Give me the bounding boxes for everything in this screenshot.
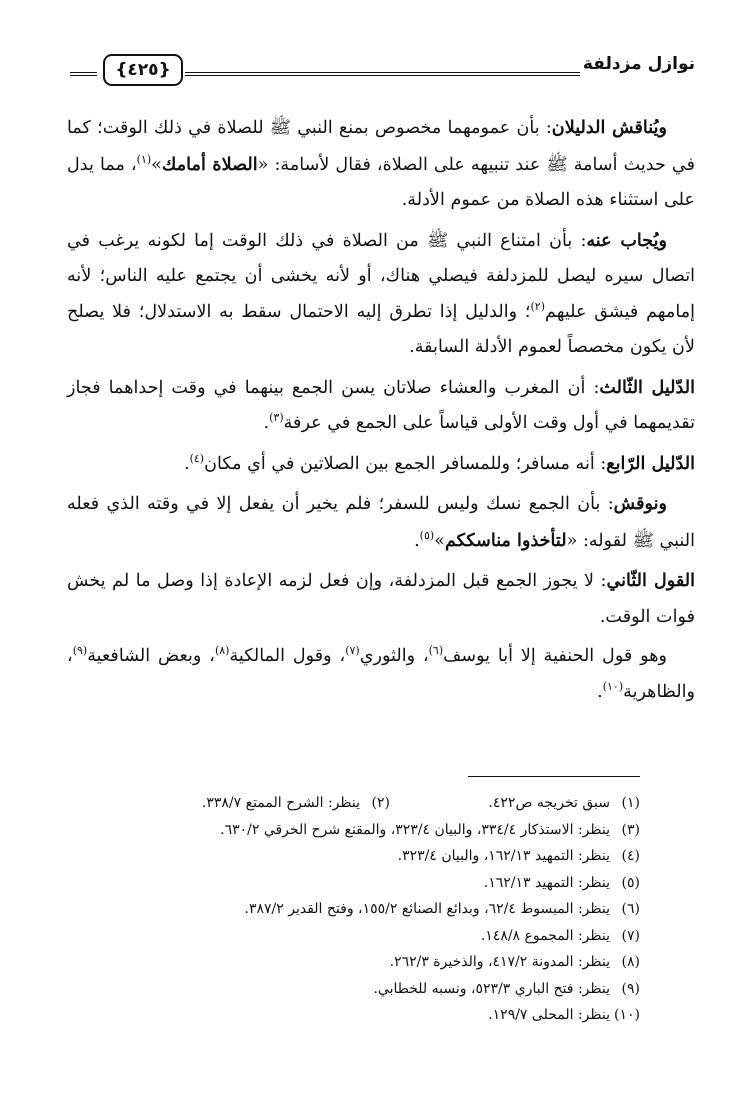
footnote: (١٠)ينظر: المحلى ١٢٩/٧. [488,1007,640,1023]
footnote-ref: (٣) [269,411,284,425]
paragraph: ويُجاب عنه: بأن امتناع النبي ﷺ من الصلاة في ذلك الوقت إما لكونه يرغب في اتصال سيره ليصل للمزدلفة فيصلي هناك، أو لأنه يخشى أن يجتمع عليه الناس؛ لأنه إمامهم فيشق عليهم$^{(٢)}$؛ والدليل إذا تطرق إليه الاحتمال سقط به الاستدلال؛ فلا يصلح لأن يكون مخصصاً لعموم الأدلة السابقة. [67,229,696,357]
footnote-ref: (١٠) [602,679,624,693]
footnote: (١)سبق تخريجه ص٤٢٢. [488,795,640,811]
footnote: (٣)ينظر: الاستذكار ٣٣٤/٤، والبيان ٣٢٣/٤، والمقنع شرح الخرقي ٦٣٠/٢. [220,821,640,838]
footnote: (٥)ينظر: التمهيد ١٦٢/١٣. [483,874,640,891]
footnote-separator [468,776,640,777]
footnotes [60,790,640,1029]
footnote-ref: (٦) [428,644,444,658]
footnote-ref: (٩) [72,644,88,658]
footnote-ref: (٢) [530,299,546,313]
hadith-quote: الصلاة أمامك [161,153,258,175]
footnote-ref: (٧) [345,644,360,658]
paragraph-lead: ويُناقش الدليلان [551,117,667,138]
paragraph-lead: القول الثّاني [606,570,695,591]
footnote: (٧)ينظر: المجموع ١٤٨/٨. [480,927,640,944]
paragraph: الدّليل الثّالث: أن المغرب والعشاء صلاتان يسن الجمع بينهما في وقت إحداهما فجاز تقديمهما في أول وقت الأولى قياساً على الجمع في عرفة$^{(٣)}$. [67,376,695,433]
footnote: (٦)ينظر: المبسوط ٦٢/٤، وبدائع الصنائع ١٥٥/٢، وفتح القدير ٣٨٧/٢. [244,901,640,917]
footnote-pair [60,790,640,817]
main-text [67,110,695,714]
hadith-quote: لتأخذوا مناسككم [444,529,567,551]
header-rule [185,72,580,76]
header-rule-short [70,72,97,76]
paragraph: الدّليل الرّابع: أنه مسافر؛ وللمسافر الجمع بين الصلاتين في أي مكان$^{(٤)}$. [183,451,695,474]
footnote-ref: (٤) [189,451,205,465]
paragraph-lead: ويُجاب عنه [586,229,667,251]
footnote-ref: (٨) [214,644,230,658]
running-header [70,50,695,90]
paragraph: ونوقش: بأن الجمع نسك وليس للسفر؛ فلم يخير أن يفعل إلا في وقته الذي فعله النبي ﷺ لقوله: «لتأخذوا مناسككم»$^{(٥)}$. [67,493,695,551]
footnote: (٩)ينظر: فتح الباري ٥٢٣/٣، ونسبه للخطابي. [373,980,640,997]
paragraph: وهو قول الحنفية إلا أبا يوسف$^{(٦)}$، والثوري$^{(٧)}$، وقول المالكية$^{(٨)}$، وبعض الشافعية$^{(٩)}$، والظاهرية$^{(١٠)}$. [67,644,695,702]
paragraph-lead: الدّليل الرّابع [606,452,695,474]
paragraph-lead: الدّليل الثّالث [599,376,695,398]
footnote: (٢)ينظر: الشرح الممتع ٣٣٨/٧. [201,795,390,811]
page-number: {٤٢٥} [103,54,183,86]
footnote: (٨)ينظر: المدونة ٤١٧/٢، والذخيرة ٢٦٢/٣. [389,954,640,970]
paragraph: القول الثّاني: لا يجوز الجمع قبل المزدلفة، وإن فعل لزمه الإعادة إذا وصل ما لم يخش فوات الوقت. [67,570,695,627]
footnote: (٤)ينظر: التمهيد ١٦٢/١٣، والبيان ٣٢٣/٤. [397,848,640,864]
footnote-ref: (٥) [419,528,435,542]
paragraph-lead: ونوقش [613,493,667,514]
footnote-ref: (١) [136,152,152,166]
paragraph: ويُناقش الدليلان: بأن عمومهما مخصوص بمنع النبي ﷺ للصلاة في ذلك الوقت؛ كما في حديث أسامة ﷺ عند تنبيهه على الصلاة، فقال لأسامة: «الصلاة أمامك»$^{(١)}$، مما يدل على استثناء هذه الصلاة من عموم الأدلة. [67,117,695,210]
book-title: نوازل مزدلفة [582,54,695,74]
